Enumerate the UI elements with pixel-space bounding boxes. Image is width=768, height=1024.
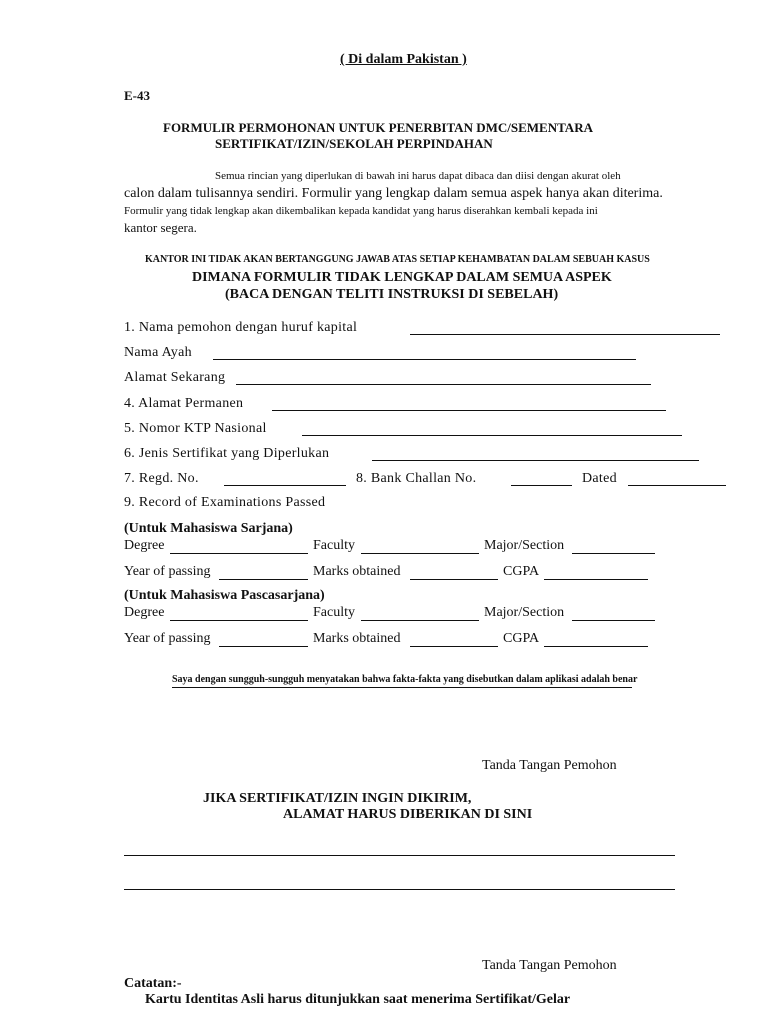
ug-year-field[interactable]	[219, 579, 308, 580]
intro-line1: Semua rincian yang diperlukan di bawah ini harus dapat dibaca dan diisi dengan akurat oleh	[215, 170, 621, 182]
declaration-text: Saya dengan sungguh-sungguh menyatakan bahwa fakta-fakta yang disebutkan dalam aplikasi adalah benar	[172, 674, 638, 685]
dated-field[interactable]	[628, 485, 726, 486]
pg-degree-field[interactable]	[170, 620, 308, 621]
ug-cgpa-field[interactable]	[544, 579, 648, 580]
pg-major-label: Major/Section	[484, 605, 565, 620]
ug-degree-label: Degree	[124, 538, 165, 553]
pg-year-field[interactable]	[219, 646, 308, 647]
national-id-field[interactable]	[302, 435, 682, 436]
note-heading: Catatan:-	[124, 976, 182, 991]
current-address-label: Alamat Sekarang	[124, 370, 226, 385]
intro-line3: Formulir yang tidak lengkap akan dikembalikan kepada kandidat yang harus diserahkan kembali kepada ini	[124, 205, 598, 217]
warning-line3: (BACA DENGAN TELITI INSTRUKSI DI SEBELAH)	[225, 287, 559, 302]
warning-line1: KANTOR INI TIDAK AKAN BERTANGGUNG JAWAB ATAS SETIAP KEHAMBATAN DALAM SEBUAH KASUS	[145, 254, 650, 265]
location-header: ( Di dalam Pakistan )	[340, 52, 467, 67]
warning-line2: DIMANA FORMULIR TIDAK LENGKAP DALAM SEMUA ASPEK	[192, 270, 612, 285]
pg-cgpa-label: CGPA	[503, 631, 540, 646]
ug-degree-field[interactable]	[170, 553, 308, 554]
mailing-heading-line2: ALAMAT HARUS DIBERIKAN DI SINI	[283, 807, 533, 822]
mailing-address-line1[interactable]	[124, 855, 675, 856]
applicant-signature-label-2: Tanda Tangan Pemohon	[482, 958, 617, 973]
form-code: E-43	[124, 88, 150, 103]
undergrad-heading: (Untuk Mahasiswa Sarjana)	[124, 521, 293, 536]
declaration-underline	[172, 687, 632, 688]
permanent-address-label: 4. Alamat Permanen	[124, 396, 244, 411]
note-text: Kartu Identitas Asli harus ditunjukkan saat menerima Sertifikat/Gelar	[145, 992, 571, 1007]
ug-year-label: Year of passing	[124, 564, 211, 579]
ug-cgpa-label: CGPA	[503, 564, 540, 579]
ug-faculty-label: Faculty	[313, 538, 355, 553]
pg-marks-label: Marks obtained	[313, 631, 401, 646]
pg-major-field[interactable]	[572, 620, 655, 621]
pg-marks-field[interactable]	[410, 646, 498, 647]
permanent-address-field[interactable]	[272, 410, 666, 411]
bank-challan-label: 8. Bank Challan No.	[356, 471, 477, 486]
ug-faculty-field[interactable]	[361, 553, 479, 554]
current-address-field[interactable]	[236, 384, 651, 385]
regd-no-field[interactable]	[224, 485, 346, 486]
mailing-heading-line1: JIKA SERTIFIKAT/IZIN INGIN DIKIRIM,	[203, 791, 472, 806]
mailing-address-line2[interactable]	[124, 889, 675, 890]
form-title-line1: FORMULIR PERMOHONAN UNTUK PENERBITAN DMC/SEMENTARA	[163, 120, 593, 135]
postgrad-heading: (Untuk Mahasiswa Pascasarjana)	[124, 588, 325, 603]
father-name-label: Nama Ayah	[124, 345, 192, 360]
applicant-name-field[interactable]	[410, 334, 720, 335]
certificate-type-field[interactable]	[372, 460, 699, 461]
ug-major-field[interactable]	[572, 553, 655, 554]
pg-faculty-field[interactable]	[361, 620, 479, 621]
pg-faculty-label: Faculty	[313, 605, 355, 620]
certificate-type-label: 6. Jenis Sertifikat yang Diperlukan	[124, 446, 330, 461]
ug-marks-field[interactable]	[410, 579, 498, 580]
father-name-field[interactable]	[213, 359, 636, 360]
pg-degree-label: Degree	[124, 605, 165, 620]
pg-cgpa-field[interactable]	[544, 646, 648, 647]
ug-marks-label: Marks obtained	[313, 564, 401, 579]
pg-year-label: Year of passing	[124, 631, 211, 646]
dated-label: Dated	[582, 471, 617, 486]
exam-record-label: 9. Record of Examinations Passed	[124, 495, 326, 510]
ug-major-label: Major/Section	[484, 538, 565, 553]
regd-no-label: 7. Regd. No.	[124, 471, 199, 486]
form-title-line2: SERTIFIKAT/IZIN/SEKOLAH PERPINDAHAN	[215, 136, 493, 151]
intro-line4: kantor segera.	[124, 220, 197, 235]
intro-line2: calon dalam tulisannya sendiri. Formulir yang lengkap dalam semua aspek hanya akan diterima.	[124, 186, 663, 201]
applicant-signature-label: Tanda Tangan Pemohon	[482, 758, 617, 773]
national-id-label: 5. Nomor KTP Nasional	[124, 421, 267, 436]
applicant-name-label: 1. Nama pemohon dengan huruf kapital	[124, 320, 358, 335]
bank-challan-field[interactable]	[511, 485, 572, 486]
